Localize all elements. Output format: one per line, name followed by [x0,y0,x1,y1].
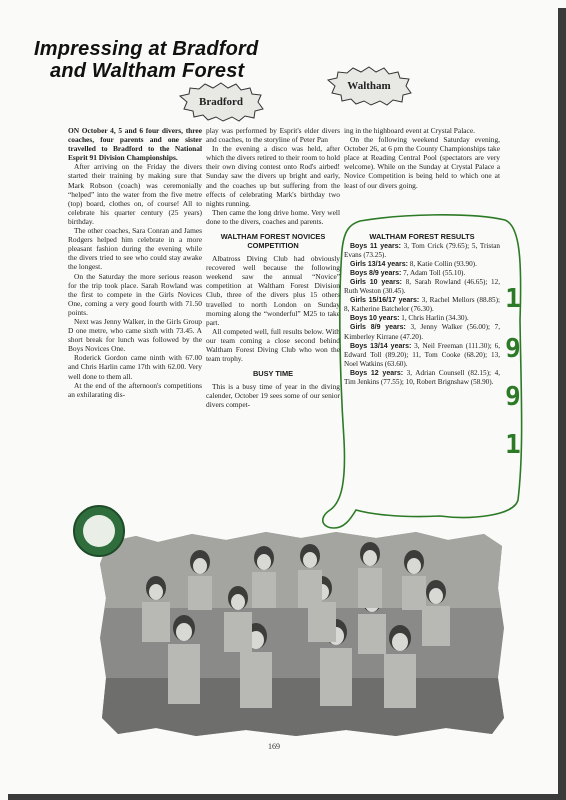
result-entry [344,269,500,278]
result-category: Girls 8/9 years: [350,324,406,332]
waltham-badge-label: Waltham [347,80,391,92]
year-digit: 9 [505,382,521,412]
paragraph: Albatross Diving Club had obviously recovered well because the following weekend saw the annual “Novice” competition at Waltham Forest Division Club, three of the divers plus 15 others travelled to north London on Sunday morning along the “wonderful” M25 to take part. [206,254,340,327]
result-category: Boys 11 years: [350,243,401,251]
results-box [344,232,500,387]
result-text: 3, Adrian Counsell (82.15); 4, Tim Jenkins (77.55); 10, Robert Brignshaw (58.90). [344,368,500,386]
result-category: Boys 13/14 years: [350,342,412,350]
paragraph: On the following weekend Saturday evening, October 26, at 6 pm the County Championships take place at Reading Central Pool (spectators are very welcome). While on the Sunday at Crystal Palace a Novice Competition is being held to which one at least of our divers going. [344,135,500,190]
result-entry [344,342,500,369]
paragraph: All competed well, full results below. With our team coming a close second behind Waltham Forest Diving Club who won the team trophy. [206,326,340,364]
result-category: Girls 10 years: [350,279,402,287]
club-logo [73,505,125,557]
lead-paragraph: ON October 4, 5 and 6 four divers, three coaches, four parents and one sister travelled to Bradford to the National Esprit 91 Division Championships. [68,126,202,163]
result-entry [344,323,500,341]
team-photo [96,528,508,740]
paragraph: After arriving on the Friday the divers started their training by making sure that Mark Robson (coach) was ceremonially “helped” into the water from the five metre (top) board, clothes on, of course! All to celebrate his quarter century (25 years) birthday. [68,162,202,226]
result-entry [344,242,500,260]
year-digit: 9 [505,334,521,364]
title-line-2: and Waltham Forest [50,60,245,82]
result-text: 3, Tom Crick (79.65); 5, Tristan Evans (73.25). [344,242,500,260]
bradford-badge-label: Bradford [199,96,243,108]
result-entry [344,369,500,387]
result-category: Boys 8/9 years: [350,270,402,278]
section-heading: WALTHAM FOREST NOVICES COMPETITION [220,232,326,251]
result-text: 8, Katie Collin (93.90). [408,260,477,269]
result-category: Girls 15/16/17 years: [350,297,420,305]
result-text: 8, Sarah Rowland (46.65); 12, Ruth Weston (30.45). [344,278,500,296]
result-entry [344,296,500,314]
result-text: 3, Jenny Walker (56.00); 7, Kimberley Kirrane (47.20). [344,323,500,341]
paragraph: Then came the long drive home. Very well done to the divers, coaches and parents. [206,207,340,226]
paragraph: This is a busy time of year in the diving calender, October 19 sees some of our senior divers compet- [206,382,340,410]
result-entry [344,260,500,269]
result-category: Boys 10 years: [350,315,400,323]
result-text: 3, Rachel Mellors (88.85); 8, Katherine Batchelor (76.30). [344,296,500,314]
result-entry [344,314,500,323]
section-heading: BUSY TIME [252,369,294,379]
title-line-1: Impressing at Bradford [34,38,259,60]
result-text: 3, Neil Freeman (111.30); 6, Edward Toll (89.20); 11, Tom Cooke (68.20); 13, Noel Watkins (63.60). [344,341,500,368]
paragraph: play was performed by Esprit's elder divers and coaches, to the storyline of Peter Pan [206,126,340,145]
paragraph: At the end of the afternoon's competitions an exhilarating dis- [68,380,202,399]
paragraph: In the evening a disco was held, after which the divers retired to their room to hold their own diving contest onto Rod's airbed! Sunday saw the divers up bright and early, and the coaches up but suffering from the effects of celebrating Mark's birthday two nights running. [206,144,340,208]
year-digit: 1 [505,284,521,314]
paragraph: Roderick Gordon came ninth with 67.00 and Chris Harlin came 17th with 62.00. Very well done to them all. [68,353,202,381]
result-text: 1, Chris Harlin (34.30). [399,314,469,323]
results-heading: WALTHAM FOREST RESULTS [369,232,475,241]
result-category: Girls 13/14 years: [350,261,408,269]
club-logo-center [83,515,115,547]
paragraph: Next was Jenny Walker, in the Girls Group D one metre, who came sixth with 73.45. A short break for lunch was followed by the Boys Novices One. [68,316,202,354]
paragraph: On the Saturday the more serious reason for the trip took place. Sarah Rowland was the first to compete in the Girls Novices One, coming a very good fourth with 71.50 points. [68,271,202,317]
page-number: 169 [268,742,280,751]
paragraph: The other coaches, Sara Conran and James Rodgers helped him celebrate in a more pleasant fashion during the evening while the divers tried to see who could stay awake the longest. [68,226,202,272]
result-entry [344,278,500,296]
result-text: 7, Adam Toll (55.10). [401,269,466,278]
result-category: Boys 12 years: [350,369,404,377]
paragraph: ing in the highboard event at Crystal Palace. [344,126,475,135]
year-digit: 1 [505,430,521,460]
